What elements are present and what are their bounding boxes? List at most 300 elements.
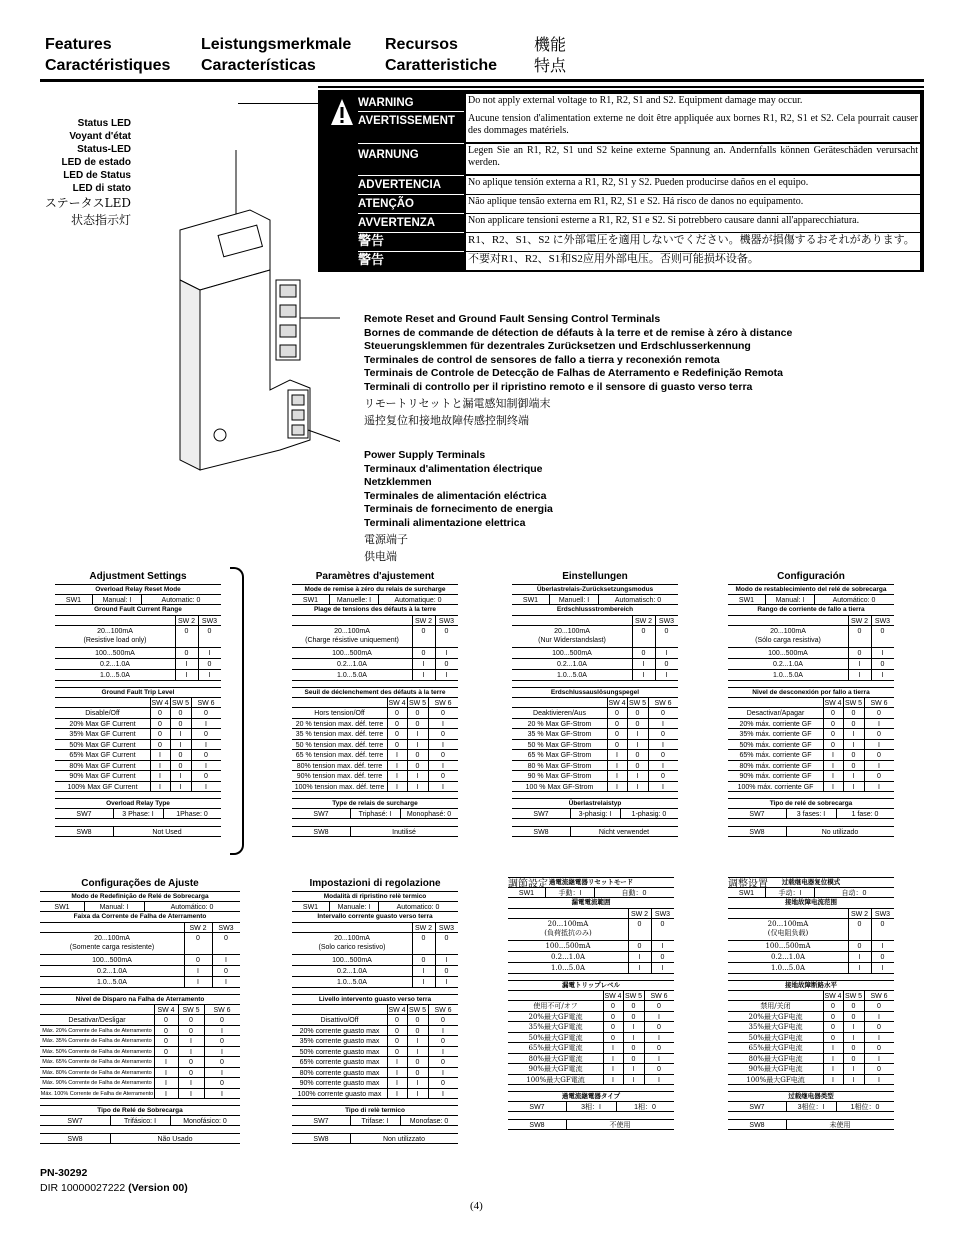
trip-row — [512, 740, 678, 751]
sw3-value: 0 — [880, 954, 885, 961]
range-value: 1.0...5.0A — [771, 964, 805, 972]
sw4-value: I — [396, 1059, 398, 1066]
range-row — [292, 659, 458, 670]
sw6-value: 0 — [877, 1045, 881, 1052]
sw4-value: I — [832, 1066, 834, 1073]
relay-type-heading: 過電流継電器タイプ — [508, 1091, 674, 1102]
range-row — [292, 966, 458, 977]
trip-switch-header — [512, 698, 678, 709]
sw6-value: I — [442, 1027, 444, 1035]
sw3-label: SW3 — [438, 924, 455, 932]
trip-row — [728, 740, 894, 751]
sw5-value: 0 — [415, 710, 420, 717]
sw4-label: SW 4 — [151, 699, 169, 707]
sw6-value: I — [442, 783, 444, 791]
trip-switch-header — [728, 991, 894, 1002]
terminal-screw — [292, 410, 304, 420]
manual-option: Manual: I — [99, 903, 129, 911]
sw8-row — [292, 1133, 458, 1144]
sw3-value: I — [208, 650, 211, 657]
range-row — [292, 955, 458, 966]
trip-level: 20% máx. corriente GF — [739, 720, 812, 728]
trip-row — [40, 1057, 240, 1068]
sw5-label: SW 5 — [408, 699, 427, 707]
sw8-label: SW8 — [529, 1122, 545, 1129]
trip-level: 65% corrente guasto max — [299, 1059, 380, 1066]
trip-switch-header — [508, 991, 674, 1002]
sw5-value: I — [190, 1038, 192, 1045]
sw6-value: I — [658, 1013, 660, 1021]
range-row — [512, 648, 678, 659]
trip-row — [292, 1057, 458, 1068]
sw4-value: 0 — [158, 720, 162, 728]
sw4-value: 0 — [164, 1017, 168, 1024]
range-heading: Ground Fault Current Range — [55, 605, 221, 616]
power-fr: Terminaux d'alimentation électrique — [364, 462, 543, 475]
sw1-label: SW1 — [65, 596, 82, 604]
trip-level-heading: Seuil de déclenchement des défauts à la terre — [292, 687, 458, 698]
sw2-value: 0 — [421, 650, 426, 657]
sw5-value: 0 — [178, 720, 183, 728]
warning-text: Do not apply external voltage to R1, R2, S1 and S2. Equipment damage may occur. — [466, 94, 920, 114]
range-row — [728, 648, 894, 659]
part-number: PN-30292 — [40, 1167, 88, 1179]
sw2-value: 0 — [641, 628, 646, 635]
trip-level: 65 % tension max. déf. terre — [295, 752, 384, 759]
sw2-value: I — [422, 661, 425, 668]
trip-row — [728, 1043, 894, 1054]
sw2-value: 0 — [637, 943, 642, 950]
sw6-value: 0 — [661, 773, 665, 780]
sw5-value: I — [416, 731, 419, 738]
sw6-value: I — [442, 1048, 444, 1056]
sw4-value: 0 — [395, 731, 399, 738]
sw4-value: 0 — [831, 720, 835, 728]
sw2-value: 0 — [641, 650, 646, 657]
sw2-value: I — [197, 979, 199, 986]
sw5-value: I — [416, 1048, 419, 1056]
warning-text: Legen Sie an R1, R2, S1 und S2 keine externe Spannung an. Andernfalls können Geräteschäden verursacht werden. — [466, 144, 920, 174]
sw5-value: I — [416, 741, 419, 749]
range-row — [728, 952, 894, 963]
auto-option: Automatisch: 0 — [614, 596, 662, 604]
auto-option: Automatic: 0 — [161, 596, 201, 604]
trip-level: 35% Max GF Current — [69, 731, 136, 738]
sw5-value: 0 — [189, 1059, 193, 1066]
sw3-value: I — [208, 672, 211, 679]
warning-label: 警告 — [358, 253, 385, 268]
sw3-value: I — [445, 672, 448, 679]
status-led-pt: LED de Status — [63, 170, 131, 181]
sw2-label: SW 2 — [634, 617, 653, 625]
sw7-row — [292, 809, 458, 820]
device-side — [180, 280, 200, 470]
sw5-value: 0 — [631, 1003, 636, 1010]
sw6-value: I — [878, 1076, 880, 1084]
sw5-label: SW 5 — [624, 992, 643, 1000]
trip-level: Máx. 65% Corrente de Falha de Aterramento — [42, 1059, 152, 1065]
settings-panel — [728, 877, 894, 1130]
sw7-label: SW7 — [533, 810, 549, 818]
sw2-label: SW 2 — [850, 910, 869, 918]
sw2-value: I — [642, 672, 645, 679]
range-row — [728, 626, 894, 648]
range-heading: Plage de tensions des défauts à la terre — [292, 605, 458, 616]
range-note: (Charge résistive uniquement) — [305, 637, 399, 644]
trip-level: Desactivar/Apagar — [746, 710, 805, 717]
trip-level-heading: 接地故障断路水平 — [728, 980, 894, 991]
warning-top-rule — [318, 86, 924, 88]
range-switch-header — [292, 923, 458, 934]
range-value: 100...500mA — [332, 957, 372, 964]
sw4-value: I — [165, 1080, 167, 1087]
divider — [358, 111, 464, 112]
sw1-row — [512, 595, 678, 606]
sw4-value: I — [832, 752, 834, 759]
sw3-value: 0 — [207, 628, 212, 635]
sw6-value: 0 — [441, 1059, 445, 1066]
sw8-label: SW8 — [749, 1122, 765, 1129]
reset-mode-heading: 過電流継電器リセットモード — [508, 877, 674, 888]
reset-mode-heading: Modo de restablecimiento del relé de sobrecarga — [728, 584, 894, 595]
sw5-value: I — [416, 783, 419, 791]
sw7-row — [728, 1102, 894, 1113]
range-value: 20...100mA — [94, 935, 130, 942]
range-row — [292, 977, 458, 988]
sw3-value: I — [665, 672, 668, 679]
sw6-value: I — [662, 762, 664, 770]
sw5-label: SW 5 — [844, 699, 863, 707]
range-value: 20...100mA — [770, 628, 806, 635]
sw7-row — [292, 1116, 458, 1127]
sw6-value: 0 — [441, 710, 445, 717]
range-switch-header — [728, 909, 894, 920]
trip-row — [728, 1001, 894, 1012]
sw6-value: I — [878, 762, 880, 770]
sw2-value: 0 — [196, 935, 200, 942]
sw6-value: 0 — [877, 1003, 881, 1010]
trip-level: Deaktivieren/Aus — [533, 710, 586, 717]
terminal-screw — [280, 305, 296, 317]
range-note: (Nur Widerstandslast) — [538, 637, 606, 644]
sw6-value: 0 — [661, 710, 665, 717]
three-phase-option: 3 Phase: I — [122, 810, 154, 818]
trip-row — [728, 1022, 894, 1033]
range-row — [55, 626, 221, 648]
sw2-value: I — [858, 661, 861, 668]
sw8-row — [40, 1133, 240, 1144]
range-heading: 漏電電流範囲 — [508, 898, 674, 909]
warning-label: WARNING — [358, 97, 414, 109]
trip-row — [728, 1075, 894, 1086]
sw5-value: 0 — [631, 1055, 636, 1063]
trip-row — [728, 761, 894, 772]
sw2-label: SW 2 — [414, 924, 433, 932]
sw4-value: 0 — [158, 741, 162, 749]
trip-row — [292, 1036, 458, 1047]
sw5-value: 0 — [635, 720, 640, 728]
trip-level: 65% Max GF Current — [69, 752, 136, 759]
trip-row — [728, 1033, 894, 1044]
sw4-value: I — [165, 1069, 167, 1077]
sw5-value: 0 — [415, 720, 420, 728]
status-led-labels — [0, 117, 131, 229]
sw4-value: 0 — [395, 720, 399, 728]
range-row — [292, 648, 458, 659]
trip-level-heading: Livello intervento guasto verso terra — [292, 994, 458, 1005]
trip-row — [728, 1064, 894, 1075]
trip-level: 50%最大GF電流 — [528, 1033, 583, 1042]
sw4-value: I — [832, 1076, 834, 1084]
trip-level: 80% Max GF Current — [69, 762, 136, 770]
one-phase-option: Monophasé: 0 — [406, 810, 452, 818]
range-switch-header — [728, 616, 894, 627]
sw4-value: I — [396, 773, 398, 780]
sw1-row — [728, 595, 894, 606]
sw1-row — [40, 902, 240, 913]
sw6-value: I — [662, 741, 664, 749]
reset-mode-heading: 过载继电器复位模式 — [728, 877, 894, 888]
range-value: 1.0...5.0A — [773, 672, 803, 679]
reset-mode-heading: Überlastrelais-Zurücksetzungsmodus — [512, 584, 678, 595]
sw3-value: I — [661, 965, 664, 972]
trip-row — [292, 771, 458, 782]
trip-level: 90%最大GF电流 — [748, 1065, 803, 1073]
sw2-value: 0 — [184, 650, 189, 657]
settings-panel — [40, 877, 240, 1144]
power-leader-line — [308, 430, 340, 450]
sw2-value: 0 — [421, 628, 426, 635]
sw5-value: I — [636, 741, 639, 749]
power-ja: 電源端子 — [364, 532, 408, 546]
warning-label: AVVERTENZA — [358, 217, 436, 229]
sw2-value: 0 — [857, 943, 862, 950]
sw2-value: I — [642, 661, 645, 668]
sw1-row — [55, 595, 221, 606]
sw4-value: I — [616, 762, 618, 770]
sw6-value: I — [658, 1034, 660, 1042]
sw2-value: I — [638, 954, 641, 961]
sw6-value: I — [205, 741, 207, 749]
range-switch-header — [55, 616, 221, 627]
sw4-value: 0 — [395, 1017, 399, 1024]
range-row — [55, 659, 221, 670]
sw2-label: SW 2 — [189, 924, 207, 932]
sw6-value: 0 — [204, 710, 208, 717]
trip-level: 100%最大GF電流 — [526, 1075, 585, 1084]
sw6-value: 0 — [657, 1003, 661, 1010]
sw7-row — [40, 1116, 240, 1127]
sw4-value: 0 — [615, 731, 619, 738]
range-value: 100...500mA — [545, 942, 591, 950]
sw6-value: 0 — [441, 1080, 445, 1087]
range-value: 0.2...1.0A — [97, 968, 127, 975]
range-row — [40, 977, 240, 988]
sw4-value: I — [396, 762, 398, 770]
divider — [358, 232, 464, 233]
not-used-value: 不使用 — [609, 1122, 631, 1129]
settings-panel — [508, 877, 674, 1130]
power-pt: Terminais de fornecimento de energia — [364, 503, 553, 516]
sw2-label: SW 2 — [630, 910, 649, 918]
reset-mode-heading: Overload Relay Reset Mode — [55, 584, 221, 595]
range-row — [728, 670, 894, 681]
sw3-value: I — [445, 979, 448, 986]
relay-type-heading: Tipo de Relé de Sobrecarga — [40, 1105, 240, 1116]
one-phase-option: 1 fase: 0 — [851, 810, 879, 818]
sw2-value: 0 — [421, 935, 426, 942]
settings-panel — [728, 570, 894, 837]
sw4-value: I — [616, 773, 618, 780]
sw5-value: 0 — [851, 720, 856, 728]
range-heading: Faixa da Corrente de Falha de Aterramento — [40, 912, 240, 923]
sw3-value: I — [445, 650, 448, 657]
range-value: 0.2...1.0A — [337, 968, 367, 975]
remote-terminals-labels — [364, 313, 792, 429]
trip-level: 35 % tension max. déf. terre — [295, 731, 384, 738]
sw4-value: I — [612, 1045, 614, 1052]
trip-row — [40, 1047, 240, 1058]
range-row — [40, 966, 240, 977]
trip-row — [55, 750, 221, 761]
sw6-value: 0 — [877, 731, 881, 738]
range-value: 100...500mA — [768, 650, 808, 657]
sw3-value: I — [661, 943, 664, 950]
sw2-value: I — [185, 661, 188, 668]
range-value: 20...100mA — [767, 920, 809, 928]
sw8-label: SW8 — [76, 829, 92, 836]
sw7-label: SW7 — [313, 1117, 329, 1125]
range-value: 100...500mA — [552, 650, 592, 657]
sw3-value: 0 — [664, 628, 669, 635]
trip-switch-header — [40, 1005, 240, 1016]
header-rule — [40, 79, 924, 82]
trip-row — [512, 750, 678, 761]
range-heading: Rango de corriente de fallo a tierra — [728, 605, 894, 616]
reset-mode-heading: Mode de remise à zéro du relais de surcharge — [292, 584, 458, 595]
warning-text: 不要对R1、R2、S1和S2应用外部电压。否则可能损坏设备。 — [466, 252, 920, 270]
sw4-value: I — [616, 752, 618, 759]
range-value: 1.0...5.0A — [100, 672, 130, 679]
not-used-value: 未使用 — [829, 1122, 851, 1129]
sw8-label: SW8 — [313, 829, 329, 836]
panel-title: Configurações de Ajuste — [81, 878, 199, 889]
header-col1 — [45, 34, 170, 76]
range-value: 100...500mA — [765, 942, 811, 950]
sw8-row — [292, 826, 458, 837]
sw6-value: 0 — [877, 773, 881, 780]
sw6-value: 0 — [220, 1059, 224, 1066]
relay-type-heading: Tipo di relè termico — [292, 1105, 458, 1116]
sw6-value: 0 — [877, 752, 881, 759]
divider — [358, 194, 464, 195]
sw5-value: 0 — [415, 1027, 420, 1035]
sw5-value: I — [636, 783, 639, 791]
range-note: (Solo carico resistivo) — [318, 944, 386, 951]
panel-title: Adjustment Settings — [89, 571, 187, 582]
trip-level: 20 % tension max. déf. terre — [295, 720, 384, 728]
settings-panel — [512, 570, 678, 837]
sw2-value: I — [185, 672, 188, 679]
sw5-value: I — [852, 783, 855, 791]
range-value: 0.2...1.0A — [773, 661, 803, 668]
sw6-value: I — [221, 1027, 223, 1035]
sw3-label: SW3 — [218, 924, 234, 932]
sw5-value: I — [632, 1076, 635, 1084]
sw4-value: 0 — [831, 741, 835, 749]
trip-row — [292, 761, 458, 772]
trip-level: 90% tension max. déf. terre — [296, 773, 383, 780]
trip-switch-header — [292, 1005, 458, 1016]
sw4-label: SW 4 — [824, 699, 842, 707]
sw6-value: 0 — [441, 731, 445, 738]
sw6-value: 0 — [877, 710, 881, 717]
range-value: 20...100mA — [547, 920, 589, 928]
sw4-label: SW 4 — [388, 1006, 406, 1014]
trip-level: 禁用/关闭 — [760, 1002, 791, 1010]
range-switch-header — [40, 923, 240, 934]
range-switch-header — [512, 616, 678, 627]
one-phase-option: 1相位：0 — [850, 1103, 880, 1111]
range-row — [292, 670, 458, 681]
warning-label: AVERTISSEMENT — [358, 115, 455, 127]
trip-level: 90 % Max GF-Strom — [527, 773, 592, 780]
sw5-value: 0 — [851, 1045, 856, 1052]
trip-level: 50 % Max GF-Strom — [527, 741, 592, 749]
sw8-label: SW8 — [533, 829, 549, 836]
trip-row — [728, 1054, 894, 1065]
trip-row — [508, 1012, 674, 1023]
sw4-label: SW 4 — [608, 699, 626, 707]
trip-row — [55, 782, 221, 793]
trip-row — [292, 719, 458, 730]
sw4-label: SW 4 — [388, 699, 406, 707]
range-value: 20...100mA — [554, 628, 590, 635]
sw4-value: 0 — [395, 710, 399, 717]
sw5-value: 0 — [178, 710, 183, 717]
sw4-value: 0 — [395, 1048, 399, 1056]
sw6-value: 0 — [204, 773, 208, 780]
manual-option: Manuell: I — [558, 596, 590, 604]
range-switch-header — [508, 909, 674, 920]
sw3-value: I — [881, 965, 884, 972]
sw3-label: SW3 — [201, 617, 218, 625]
trip-row — [40, 1089, 240, 1100]
trip-level: 50% Max GF Current — [69, 741, 136, 749]
sw6-value: 0 — [220, 1038, 224, 1045]
sw6-value: I — [658, 1076, 660, 1084]
range-value: 100...500mA — [332, 650, 372, 657]
trip-row — [40, 1068, 240, 1079]
trip-level: 80% corrente guasto max — [299, 1069, 380, 1077]
sw5-value: I — [179, 741, 182, 749]
trip-level: 35% corrente guasto max — [299, 1038, 380, 1045]
range-note: (Somente carga resistente) — [69, 944, 155, 951]
sw4-value: 0 — [164, 1048, 168, 1056]
range-heading: 接地故障电流范围 — [728, 898, 894, 909]
header-caracteristiques: Caractéristiques — [45, 57, 171, 74]
panel-title: Paramètres d'ajustement — [315, 571, 435, 582]
sw3-value: 0 — [207, 661, 212, 668]
panel-title: 調節設定 — [508, 879, 548, 890]
range-row — [512, 626, 678, 648]
sw2-value: 0 — [196, 957, 200, 964]
trip-level: 50% máx. corriente GF — [739, 741, 812, 749]
trip-level: 35%最大GF电流 — [748, 1023, 803, 1031]
led-leader-horizontal — [238, 103, 320, 104]
trip-level: Máx. 20% Corrente de Falha de Aterramento — [42, 1027, 152, 1034]
sw4-value: I — [165, 1090, 167, 1098]
